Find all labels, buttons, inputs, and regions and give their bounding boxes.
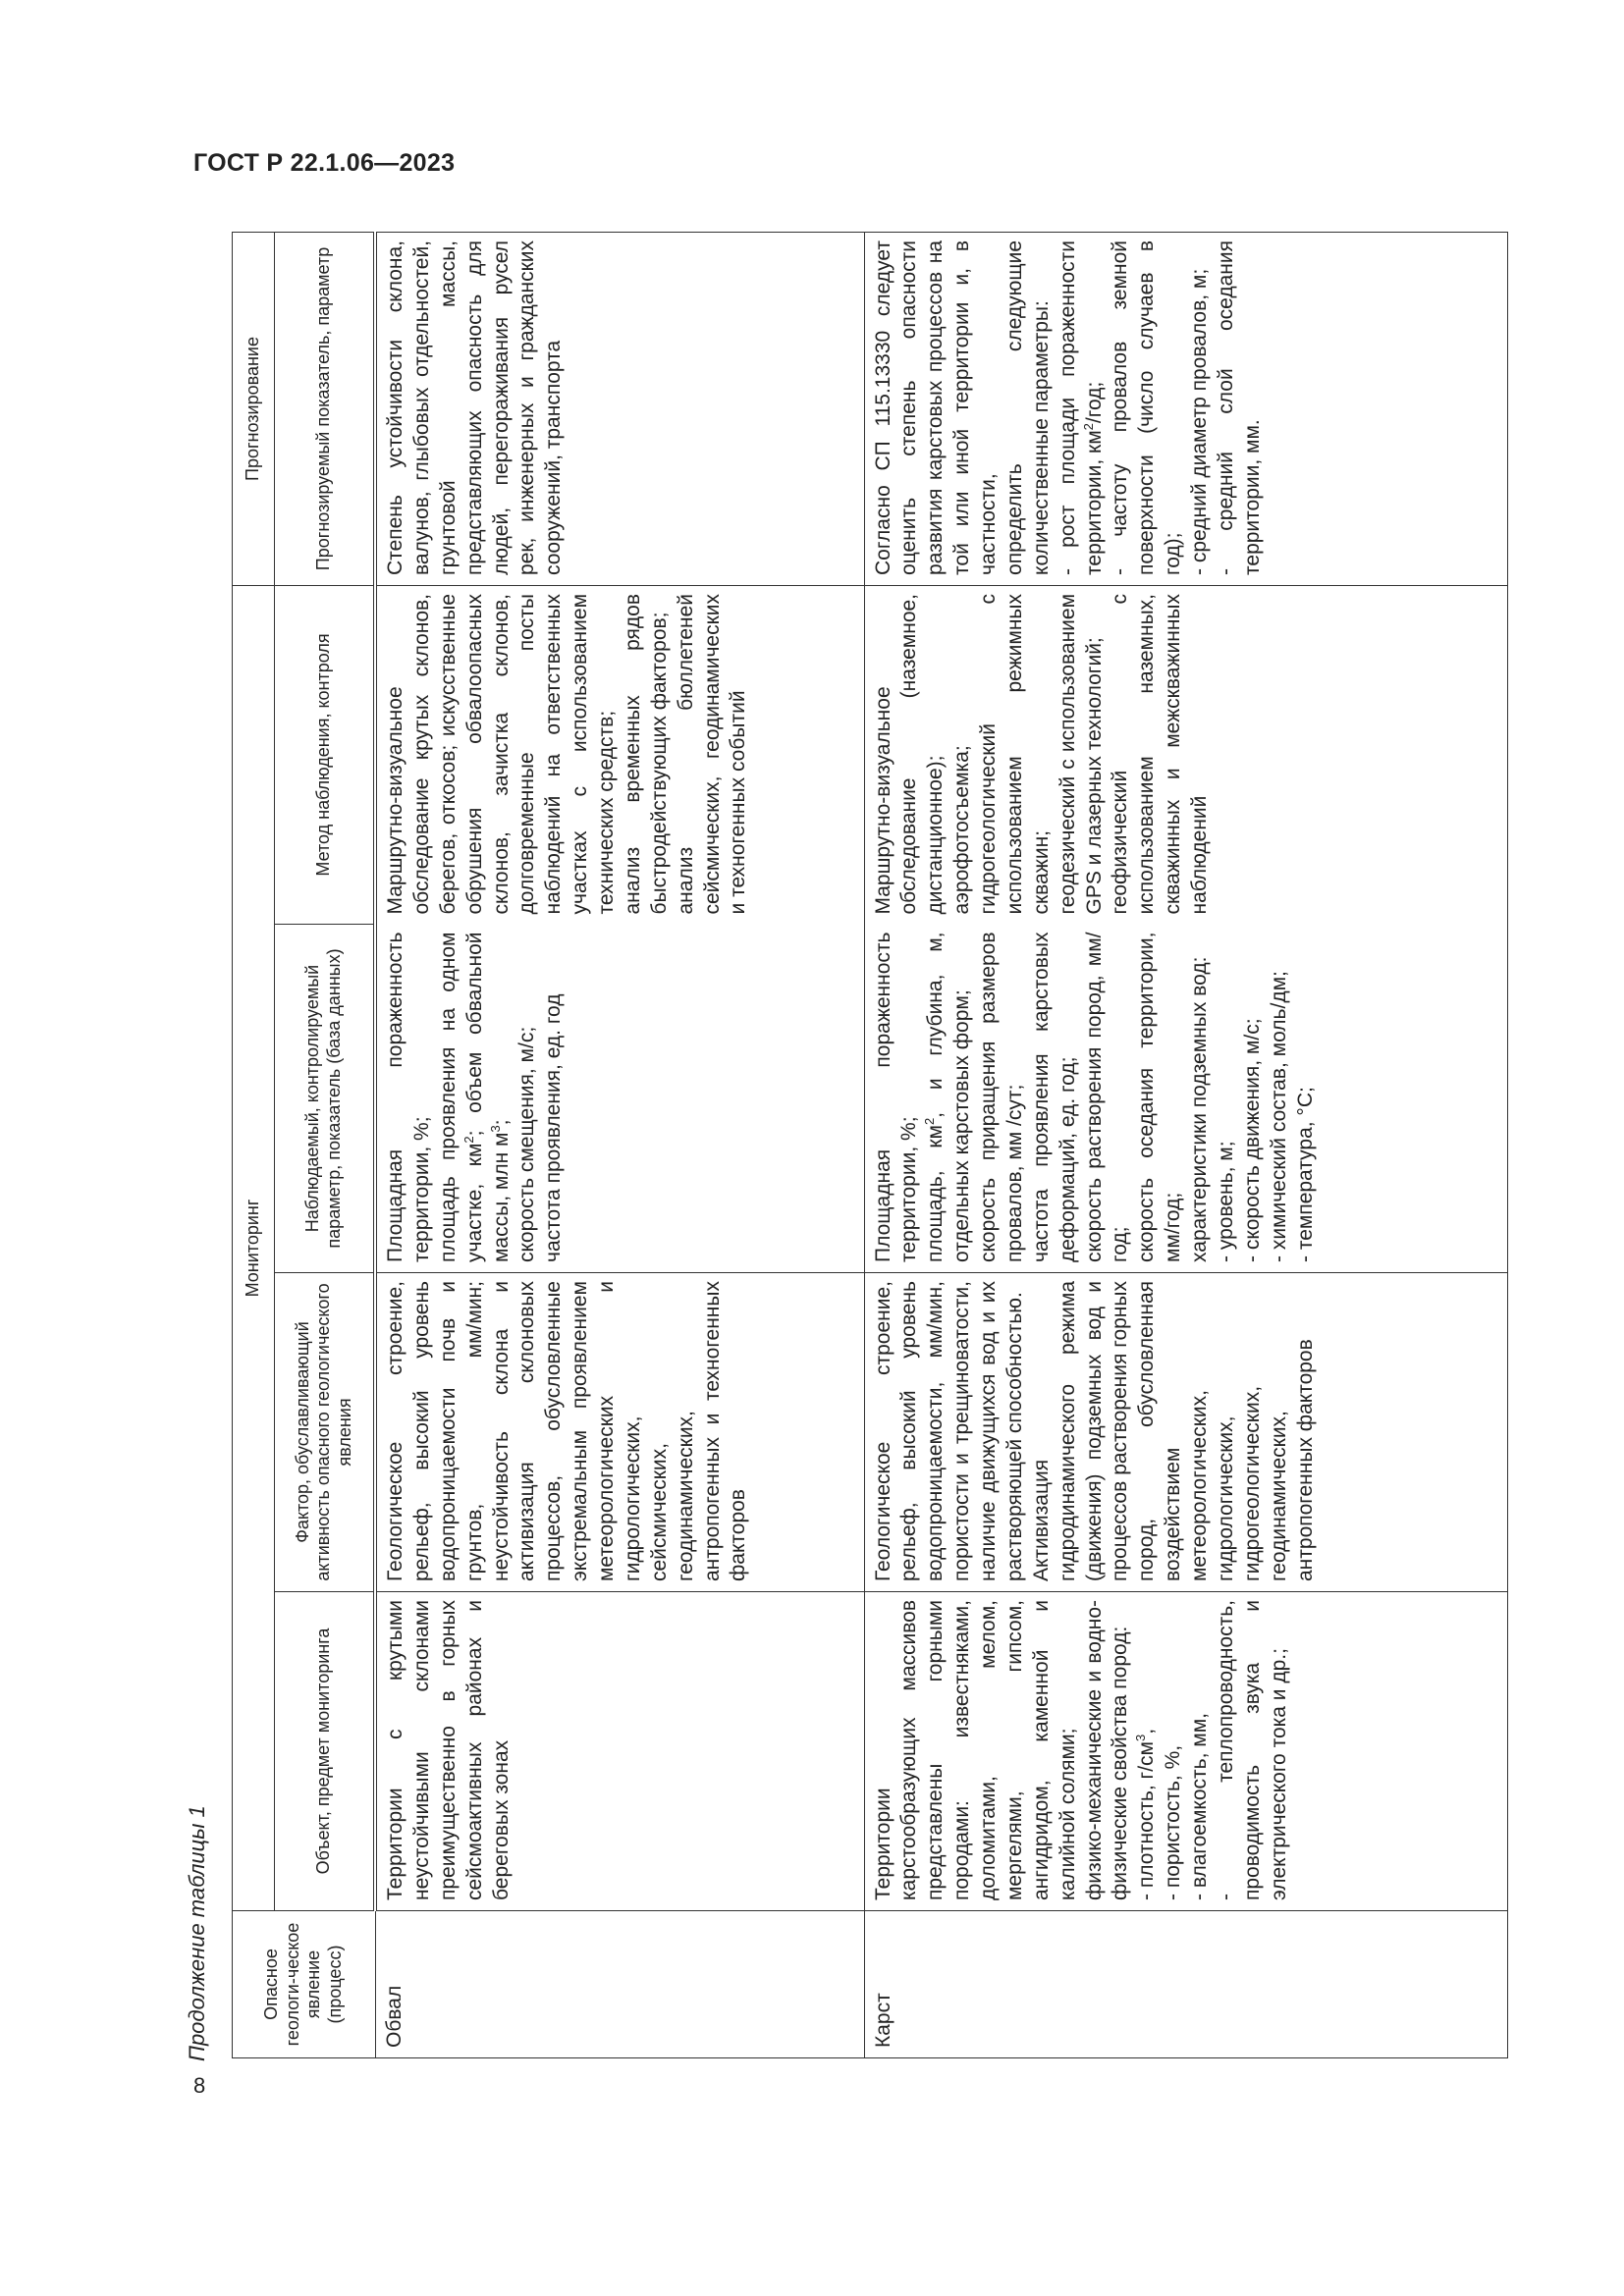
table-row	[375, 232, 864, 2057]
parameter-line: частота проявления карстовых деформаций, ед. год;	[1029, 932, 1079, 1262]
parameter-line: - скорость движения, м/с;	[1240, 1018, 1264, 1262]
parameter-cell	[864, 925, 1507, 1273]
object-line: физико-механические и водно-физические свойства пород:	[1082, 1600, 1132, 1900]
parameter-line: скорость растворения пород, мм/год;	[1082, 932, 1132, 1262]
object-line: - плотность, $г/см^3$,	[1133, 1728, 1159, 1900]
column-header-row	[275, 232, 376, 2057]
method-line: геодезический с использованием GPS и лазерных технологий;	[1056, 593, 1106, 915]
method-line: анализ бюллетеней сейсмических, геодинамических и техногенных событий	[674, 593, 750, 915]
method-line: аэрофотосъемка;	[950, 745, 974, 915]
object-line: - влагоемкость, мм,	[1188, 1713, 1211, 1900]
col-header-hazard: Опасное геологи-ческое явление (процесс)	[233, 1911, 376, 2058]
forecast-line: - средний слой оседания территории, мм.	[1214, 240, 1264, 575]
method-line: гидрогеологический с использованием режимных скважин;	[977, 593, 1053, 915]
object-cell	[864, 1592, 1507, 1911]
factor-line: Активизация гидродинамического режима (движения) подземных вод и процессов растворения горных пород, обусловленная воздействием метеорологических, гидрологических, гидрогеологических, геодинамических, антропогенных факторов	[1029, 1281, 1317, 1581]
parameter-line: скорость приращения размеров провалов, мм /сут;	[977, 932, 1026, 1262]
parameter-line: - температура, °С;	[1293, 1087, 1317, 1262]
hazard-cell: Обвал	[375, 1911, 864, 2058]
forecast-line: определить следующие количественные параметры:	[1002, 240, 1053, 575]
group-header-row	[233, 232, 275, 2057]
col-header-factor: Фактор, обуславливающий активность опасного геологического явления	[275, 1273, 376, 1592]
table-continuation-caption: Продолжение таблицы 1	[185, 1805, 209, 2061]
forecast-line: - средний диаметр провалов, м;	[1188, 268, 1211, 575]
col-header-parameter: Наблюдаемый, контролируемый параметр, показатель (база данных)	[275, 925, 376, 1273]
forecast-line: Степень устойчивости склона, валунов, глыбовых отдельностей, грунтовой массы, представляющих опасность для людей, перегораживания русел рек, инженерных и гражданских сооружений, транспорта	[384, 240, 566, 575]
parameter-line: частота проявления, ед. год	[542, 993, 566, 1262]
method-cell	[375, 585, 864, 924]
parameter-line: площадь, $км^2$, и глубина, м, отдельных карстовых форм;	[922, 932, 974, 1262]
group-header-monitoring: Мониторинг	[233, 585, 275, 1910]
method-line: геофизический с использованием наземных, скважинных и межскважинных наблюдений	[1109, 593, 1211, 915]
factor-line: Геологическое строение, рельеф, высокий уровень водопроницаемости, мм/мин, пористости и трещиноватости, наличие движущихся вод и их растворяющей способностью.	[871, 1281, 1026, 1581]
forecast-cell	[375, 232, 864, 585]
parameter-line: скорость смещения, м/с;	[515, 1026, 539, 1262]
forecast-cell	[864, 232, 1507, 585]
method-cell	[864, 585, 1507, 924]
page-number: 8	[193, 2073, 206, 2098]
parameter-cell	[375, 925, 864, 1273]
col-header-forecast: Прогнозируемый показатель, параметр	[275, 232, 376, 585]
hazard-cell: Карст	[864, 1911, 1507, 2058]
object-line: - пористость, %,	[1162, 1744, 1185, 1900]
col-header-method: Метод наблюдения, контроля	[275, 585, 376, 924]
parameter-line: - химический состав, моль/дм;	[1267, 971, 1290, 1262]
method-line: Маршрутно-визуальное обследование крутых склонов, берегов, откосов; искусственные обрушения обвалоопасных склонов, зачистка склонов, долговременные посты наблюдений на ответственных участках с использованием технических средств;	[384, 593, 618, 915]
forecast-line: - рост площади пораженности территории, $км^2$/год;	[1056, 240, 1106, 575]
object-line: Территории карстообразующих массивов представлены горными породами: известняками, доломитами, мелом, мергелями, гипсом, ангидридом, каменной и калийной солями;	[871, 1600, 1079, 1900]
hazard-monitoring-table	[232, 232, 1508, 2058]
factor-cell	[864, 1273, 1507, 1592]
method-line: анализ временных рядов быстродействующих факторов;	[621, 593, 671, 915]
parameter-line: скорость оседания территории, мм/год;	[1135, 932, 1185, 1262]
rotated-table-container	[232, 233, 1505, 2058]
document-code-header: ГОСТ Р 22.1.06—2023	[193, 149, 456, 177]
parameter-line: характеристики подземных вод:	[1188, 956, 1211, 1262]
group-header-forecasting: Прогнозирование	[233, 232, 275, 585]
forecast-line: Согласно СП 115.13330 следует оценить степень опасности развития карстовых процессов на той или иной территории и, в частности,	[871, 240, 1000, 575]
method-line: Маршрутно-визуальное обследование (наземное, дистанционное);	[871, 593, 947, 915]
parameter-line: Площадная пораженность территории, %;	[871, 932, 921, 1262]
forecast-line: - частоту провалов земной поверхности (число случаев в год);	[1109, 240, 1185, 575]
parameter-line: - уровень, м;	[1214, 1141, 1237, 1262]
object-cell: Территории с крутыми неустойчивыми склонами преимущественно в горных сейсмоактивных районах и береговых зонах	[375, 1592, 864, 1911]
object-line: - теплопроводность, проводимость звука и электрического тока и др.;	[1214, 1600, 1290, 1900]
parameter-line: площадь проявления на одном участке, $км^2$; объем обвальной массы, млн $м^3$;	[436, 932, 513, 1262]
parameter-line: Площадная пораженность территории, %;	[384, 932, 433, 1262]
col-header-object: Объект, предмет мониторинга	[275, 1592, 376, 1911]
factor-cell: Геологическое строение, рельеф, высокий уровень водопроницаемости почв и грунтов, мм/мин; неустойчивость склона и активизация склоновых процессов, обусловленные экстремальным проявлением метеорологических и гидрологических, сейсмических, геодинамических, антропогенных и техногенных факторов	[375, 1273, 864, 1592]
table-row	[864, 232, 1507, 2057]
